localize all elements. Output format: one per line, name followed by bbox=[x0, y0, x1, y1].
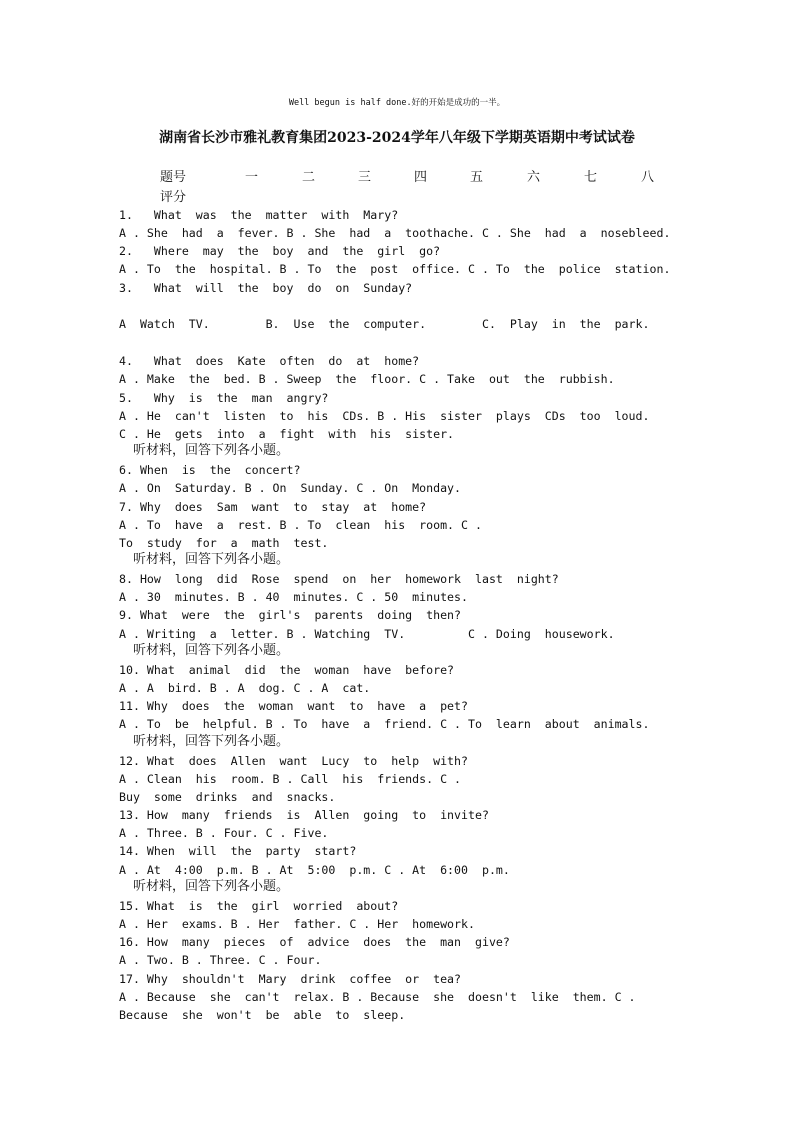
answer-line: Because she won't be able to sleep. bbox=[119, 1008, 406, 1022]
score-label: 评分 bbox=[160, 190, 187, 205]
question-line: 8. How long did Rose spend on her homework last night? bbox=[119, 572, 559, 586]
question-line: 7. Why does Sam want to stay at home? bbox=[119, 500, 427, 514]
answer-line: A . A bird. B . A dog. C . A cat. bbox=[119, 681, 371, 695]
answer-line: A . 30 minutes. B . 40 minutes. C . 50 minutes. bbox=[119, 590, 469, 604]
question-line: 17. Why shouldn't Mary drink coffee or tea? bbox=[119, 972, 462, 986]
section-instruction: 听材料，回答下列各小题。 bbox=[133, 643, 290, 658]
question-line: 14. When will the party start? bbox=[119, 844, 357, 858]
answer-line: A . To be helpful. B . To have a friend. C . To learn about animals. bbox=[119, 717, 650, 731]
page-title: 湖南省长沙市雅礼教育集团2023-2024学年八年级下学期英语期中考试试卷 bbox=[159, 130, 635, 146]
question-line: 6. When is the concert? bbox=[119, 463, 301, 477]
question-line: 2. Where may the boy and the girl go? bbox=[119, 244, 441, 258]
section-instruction: 听材料，回答下列各小题。 bbox=[133, 552, 290, 567]
score-row-label: 题号 bbox=[160, 170, 187, 185]
score-col-3: 三 bbox=[358, 170, 372, 185]
section-instruction: 听材料，回答下列各小题。 bbox=[133, 443, 290, 458]
answer-line: C . He gets into a fight with his sister. bbox=[119, 427, 455, 441]
score-col-7: 七 bbox=[584, 170, 598, 185]
answer-line: A . Her exams. B . Her father. C . Her homework. bbox=[119, 917, 475, 931]
answer-line: A . To the hospital. B . To the post office. C . To the police station. bbox=[119, 262, 671, 276]
question-line: 11. Why does the woman want to have a pet? bbox=[119, 699, 469, 713]
question-line: 1. What was the matter with Mary? bbox=[119, 208, 399, 222]
answer-line: A . Clean his room. B . Call his friends. C . bbox=[119, 772, 462, 786]
answer-line: A Watch TV. B. Use the computer. C. Play in the park. bbox=[119, 317, 650, 331]
question-line: 13. How many friends is Allen going to invite? bbox=[119, 808, 489, 822]
answer-line: Buy some drinks and snacks. bbox=[119, 790, 336, 804]
score-col-5: 五 bbox=[470, 170, 484, 185]
question-line: 15. What is the girl worried about? bbox=[119, 899, 399, 913]
motto-header: Well begun is half done.好的开始是成功的一半。 bbox=[288, 98, 506, 108]
answer-line: A . He can't listen to his CDs. B . His sister plays CDs too loud. bbox=[119, 409, 650, 423]
score-col-2: 二 bbox=[302, 170, 316, 185]
answer-line: To study for a math test. bbox=[119, 536, 329, 550]
question-line: 12. What does Allen want Lucy to help with? bbox=[119, 754, 469, 768]
question-line: 3. What will the boy do on Sunday? bbox=[119, 281, 413, 295]
section-instruction: 听材料，回答下列各小题。 bbox=[133, 879, 290, 894]
score-col-6: 六 bbox=[527, 170, 541, 185]
question-line: 9. What were the girl's parents doing then? bbox=[119, 608, 462, 622]
score-col-1: 一 bbox=[245, 170, 259, 185]
answer-line: A . On Saturday. B . On Sunday. C . On Monday. bbox=[119, 481, 462, 495]
question-line: 4. What does Kate often do at home? bbox=[119, 354, 420, 368]
question-line: 16. How many pieces of advice does the man give? bbox=[119, 935, 510, 949]
answer-line: A . Two. B . Three. C . Four. bbox=[119, 953, 322, 967]
answer-line: A . Writing a letter. B . Watching TV. C . Doing housework. bbox=[119, 627, 615, 641]
section-instruction: 听材料，回答下列各小题。 bbox=[133, 734, 290, 749]
score-col-4: 四 bbox=[414, 170, 428, 185]
answer-line: A . To have a rest. B . To clean his room. C . bbox=[119, 518, 482, 532]
score-table-header bbox=[160, 166, 680, 186]
answer-line: A . Make the bed. B . Sweep the floor. C . Take out the rubbish. bbox=[119, 372, 615, 386]
answer-line: A . She had a fever. B . She had a toothache. C . She had a nosebleed. bbox=[119, 226, 671, 240]
question-line: 5. Why is the man angry? bbox=[119, 391, 329, 405]
question-line: 10. What animal did the woman have before? bbox=[119, 663, 455, 677]
answer-line: A . At 4:00 p.m. B . At 5:00 p.m. C . At 6:00 p.m. bbox=[119, 863, 510, 877]
answer-line: A . Three. B . Four. C . Five. bbox=[119, 826, 329, 840]
answer-line: A . Because she can't relax. B . Because she doesn't like them. C . bbox=[119, 990, 636, 1004]
score-col-8: 八 bbox=[641, 170, 655, 185]
